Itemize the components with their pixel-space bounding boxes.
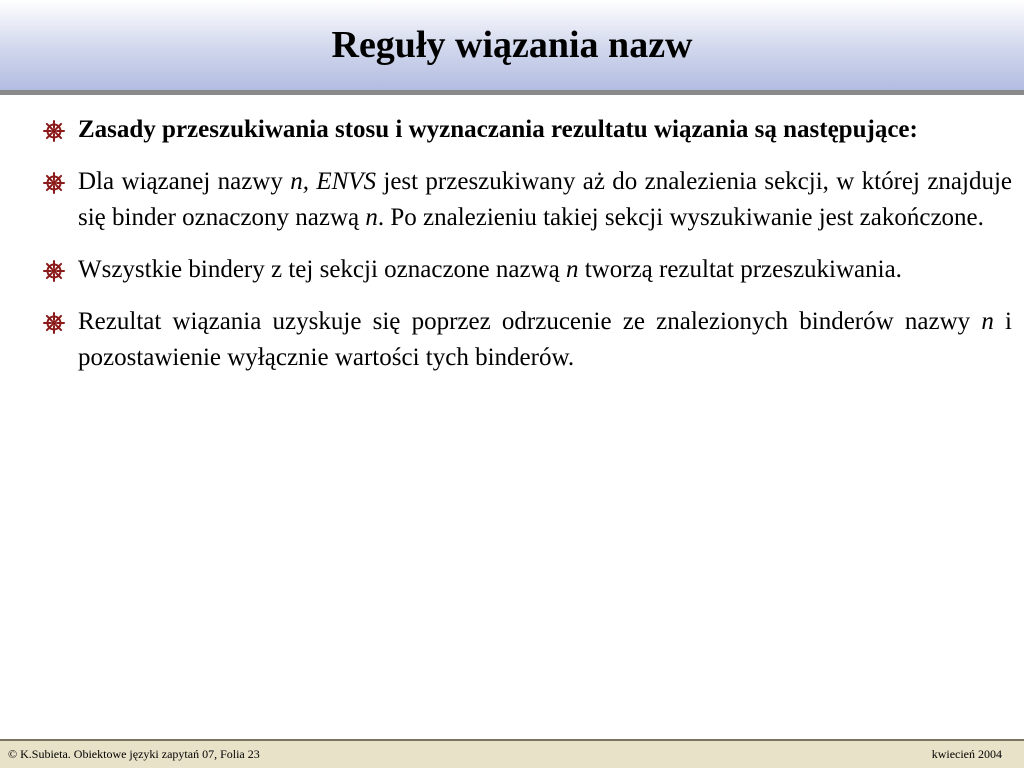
text-run: Dla wiązanej nazwy	[78, 168, 291, 195]
slide-content	[40, 112, 1012, 392]
text-run: jest przeszukiwany aż do znalezienia sekcji, w której znajduje się binder oznaczony nazwą	[78, 168, 1012, 231]
footer-date: kwiecień 2004	[931, 747, 1002, 761]
header-divider	[0, 90, 1024, 95]
bullet-item	[40, 112, 1012, 148]
footer-copyright: © K.Subieta. Obiektowe języki zapytań 07, Folia 23	[8, 747, 260, 761]
italic-term: n	[565, 256, 579, 283]
italic-term: n, ENVS	[290, 168, 377, 195]
italic-term: n	[365, 204, 378, 231]
bullet-item	[40, 164, 1012, 236]
footer-bar	[0, 739, 1024, 768]
bullet-text	[78, 168, 1012, 231]
bullet-item	[40, 252, 1012, 288]
text-run: Wszystkie bindery z tej sekcji oznaczone nazwą	[78, 256, 566, 283]
text-run: Rezultat wiązania uzyskuje się poprzez odrzucenie ze znalezionych binderów nazwy	[78, 308, 982, 335]
text-run: i pozostawienie wyłącznie wartości tych binderów.	[78, 308, 1012, 371]
ships-wheel-icon	[43, 172, 65, 194]
text-run: . Po znalezieniu takiej sekcji wyszukiwanie jest zakończone.	[377, 204, 984, 231]
bullet-text	[78, 308, 1012, 371]
text-run: Zasady przeszukiwania stosu i wyznaczania rezultatu wiązania są następujące:	[78, 116, 918, 143]
italic-term: n	[981, 308, 994, 335]
bullet-text	[78, 116, 918, 143]
ships-wheel-icon	[43, 120, 65, 142]
text-run: tworzą rezultat przeszukiwania.	[578, 256, 902, 283]
ships-wheel-icon	[43, 260, 65, 282]
slide-title: Reguły wiązania nazw	[331, 24, 693, 66]
bullet-item	[40, 304, 1012, 376]
bullet-text	[78, 256, 902, 283]
ships-wheel-icon	[43, 312, 65, 334]
